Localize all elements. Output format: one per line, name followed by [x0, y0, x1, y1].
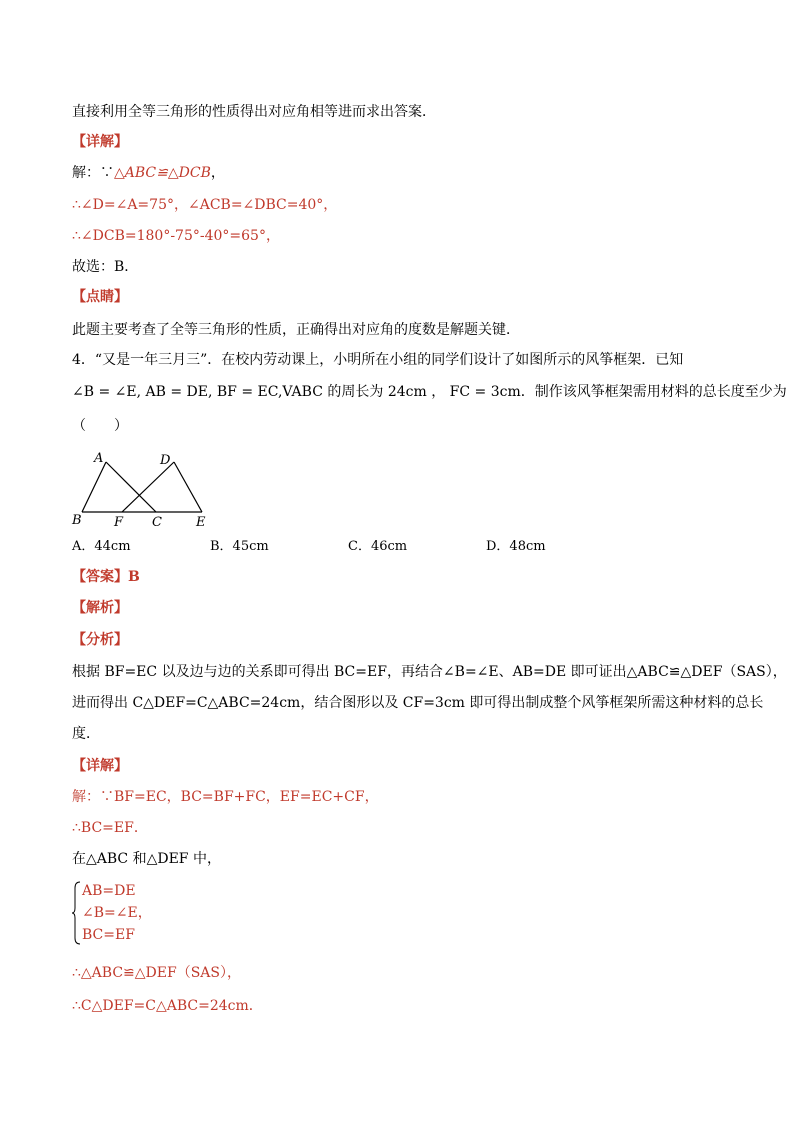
solution1-line1: [72, 163, 225, 183]
left-brace-icon: [72, 880, 82, 946]
analysis-line1: 根据 BF=EC 以及边与边的关系即可得出 BC=EF，再结合∠B=∠E、AB=DE 即可证出△ABC≌△DEF（SAS），: [72, 664, 787, 680]
solution1-line1-math: △ABC≌△DCB: [114, 165, 211, 181]
solution1-line1-suffix: ，: [210, 165, 225, 181]
label-a: A: [94, 451, 104, 466]
solution2-line1: 解：∵BF=EC，BC=BF+FC，EF=EC+CF，: [72, 789, 379, 805]
section-analysis-heading: 【分析】: [72, 632, 128, 648]
brace-row-1: AB=DE: [82, 883, 136, 899]
analysis-line2: 进而得出 C△DEF=C△ABC=24cm，结合图形以及 CF=3cm 即可得出制成整个风筝框架所需这种材料的总长: [72, 695, 764, 711]
label-f: F: [114, 515, 124, 530]
section-detail-heading-2: 【详解】: [72, 758, 128, 774]
solution2-line2: ∴BC=EF．: [72, 820, 148, 836]
solution2-line4: ∴△ABC≌△DEF（SAS），: [72, 965, 241, 981]
option-a: A．44cm: [72, 539, 131, 554]
solution2-line3: 在△ABC 和△DEF 中，: [72, 851, 221, 867]
solution1-line3: ∴∠DCB=180°-75°-40°=65°，: [72, 228, 280, 244]
option-c: C．46cm: [348, 539, 408, 554]
intro-line: 直接利用全等三角形的性质得出对应角相等进而求出答案．: [72, 104, 436, 120]
solution1-line4: 故选：B．: [72, 259, 139, 275]
label-e: E: [196, 515, 206, 530]
question4-line2: ∠B = ∠E, AB = DE, BF = EC,VABC 的周长为 24cm ， FC = 3cm．制作该风筝框架需用材料的总长度至少为: [72, 384, 787, 400]
solution1-line1-prefix: 解：∵: [72, 165, 114, 181]
section-detail-heading: 【详解】: [72, 134, 128, 150]
analysis-line3: 度．: [72, 726, 100, 742]
solution2-line5: ∴C△DEF=C△ABC=24cm．: [72, 998, 263, 1014]
label-b: B: [72, 513, 82, 528]
section-comment-heading: 【点睛】: [72, 289, 128, 305]
question4-line1: 4．“又是一年三月三”．在校内劳动课上，小明所在小组的同学们设计了如图所示的风筝框架．已知: [72, 352, 684, 368]
label-d: D: [160, 453, 171, 468]
kite-frame-figure: [66, 448, 216, 533]
question4-line3: （ ）: [72, 418, 128, 434]
segment-de: [174, 462, 202, 512]
label-c: C: [152, 515, 162, 530]
solution1-line2: ∴∠D=∠A=75°，∠ACB=∠DBC=40°，: [72, 197, 338, 213]
comment-text: 此题主要考查了全等三角形的性质，正确得出对应角的度数是解题关键．: [72, 322, 520, 338]
option-d: D．48cm: [486, 539, 546, 554]
section-parse-heading: 【解析】: [72, 600, 128, 616]
brace-row-2: ∠B=∠E，: [82, 905, 152, 921]
answer-line: 【答案】B: [72, 569, 140, 585]
brace-row-3: BC=EF: [82, 927, 135, 943]
segment-ab: [82, 462, 106, 512]
option-b: B．45cm: [210, 539, 269, 554]
